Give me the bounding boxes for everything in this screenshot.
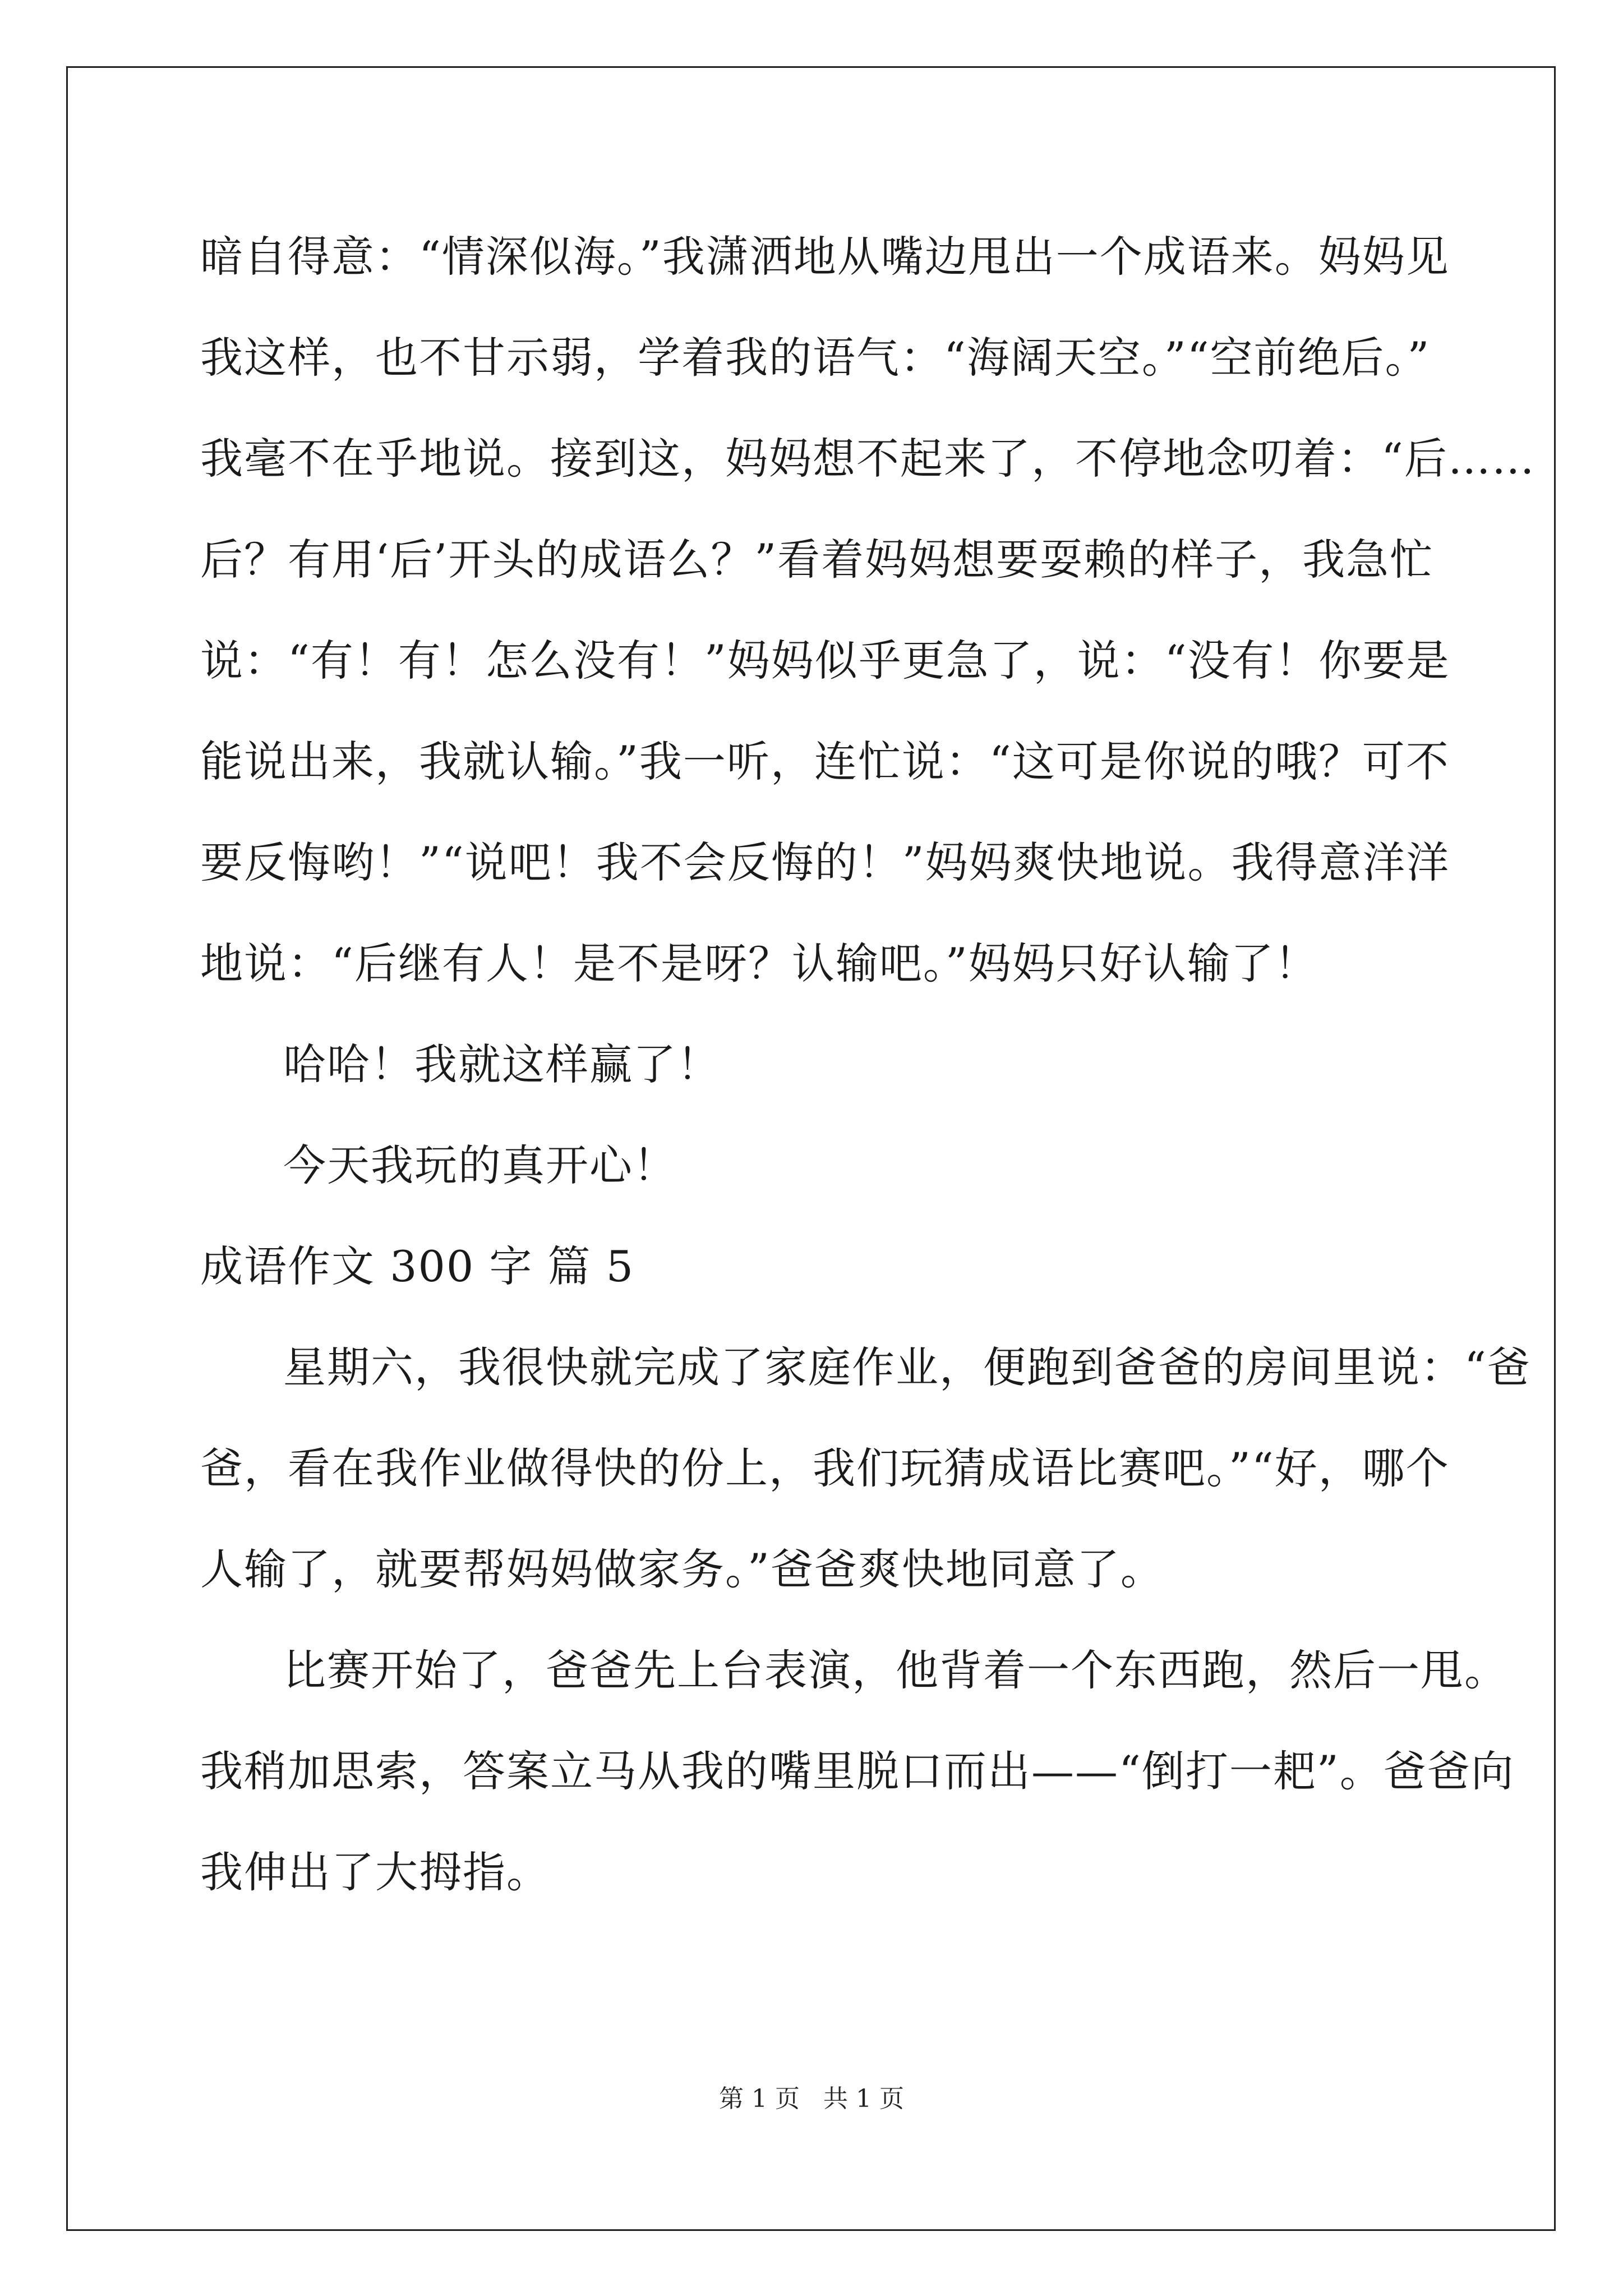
page-footer xyxy=(0,2078,1623,2114)
page-number: 第 1 页 xyxy=(719,2085,800,2113)
paragraph-line: 我毫不在乎地说。接到这，妈妈想不起来了，不停地念叨着：“后…… xyxy=(200,434,1536,484)
paragraph-line: 爸，看在我作业做得快的份上，我们玩猜成语比赛吧。”“好，哪个 xyxy=(200,1443,1450,1493)
paragraph-line: 比赛开始了，爸爸先上台表演，他背着一个东西跑，然后一甩。 xyxy=(283,1645,1508,1695)
section-heading: 成语作文 300 字 篇 5 xyxy=(200,1241,635,1291)
paragraph-line: 后？有用‘后’开头的成语么？”看着妈妈想要耍赖的样子，我急忙 xyxy=(200,535,1434,585)
paragraph-line: 我伸出了大拇指。 xyxy=(200,1847,550,1897)
paragraph-line: 星期六，我很快就完成了家庭作业，便跑到爸爸的房间里说：“爸 xyxy=(283,1342,1531,1392)
paragraph-line: 地说：“后继有人！是不是呀？认输吧。”妈妈只好认输了！ xyxy=(200,938,1318,988)
paragraph-line: 哈哈！我就这样赢了！ xyxy=(283,1039,721,1089)
page-total: 共 1 页 xyxy=(823,2085,904,2113)
paragraph-line: 我这样，也不甘示弱，学着我的语气：“海阔天空。”“空前绝后。” xyxy=(200,333,1431,383)
paragraph-line: 我稍加思索，答案立马从我的嘴里脱口而出——“倒打一耙”。爸爸向 xyxy=(200,1746,1515,1796)
document-body xyxy=(200,206,1536,1923)
paragraph-line: 要反悔哟！”“说吧！我不会反悔的！”妈妈爽快地说。我得意洋洋 xyxy=(200,838,1450,887)
paragraph-line: 能说出来，我就认输。”我一听，连忙说：“这可是你说的哦？可不 xyxy=(200,737,1450,786)
paragraph-line: 说：“有！有！怎么没有！”妈妈似乎更急了，说：“没有！你要是 xyxy=(200,636,1450,685)
paragraph-line: 今天我玩的真开心！ xyxy=(283,1140,677,1190)
paragraph-line: 人输了，就要帮妈妈做家务。”爸爸爽快地同意了。 xyxy=(200,1544,1164,1594)
paragraph-line: 暗自得意：“情深似海。”我潇洒地从嘴边甩出一个成语来。妈妈见 xyxy=(200,232,1450,282)
